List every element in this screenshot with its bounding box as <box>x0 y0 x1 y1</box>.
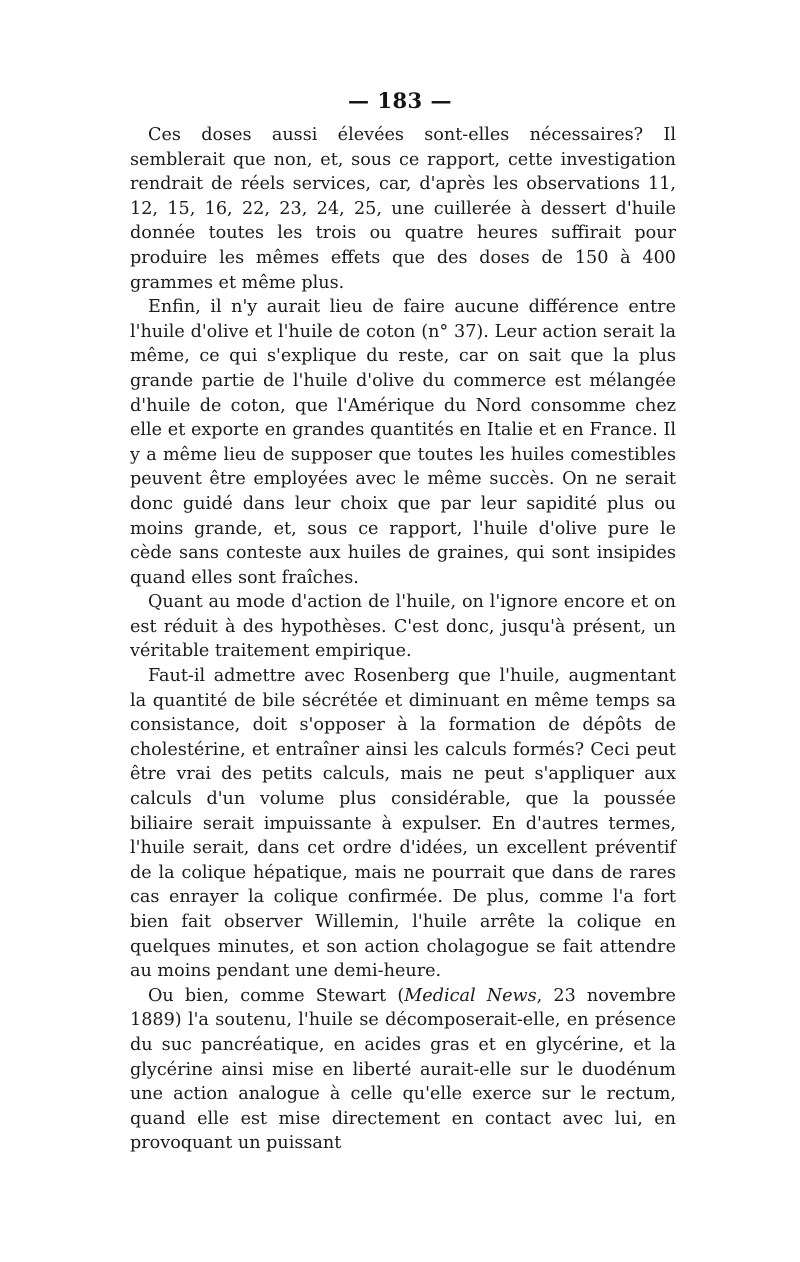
page-number: — 183 — <box>348 88 452 113</box>
paragraph-rosenberg: Faut-il admettre avec Rosenberg que l'huile, augmentant la quantité de bile sécrétée et diminuant en même temps sa consistance, doit s'opposer à la formation de dépôts de cholestérine, et entraîner ainsi les calculs formés? Ceci peut être vrai des petits calculs, mais ne peut s'appliquer aux calculs d'un volume plus considérable, que la poussée biliaire serait impuissante à expulser. En d'autres termes, l'huile serait, dans cet ordre d'idées, un excellent préventif de la colique hépatique, mais ne pourrait que dans de rares cas enrayer la colique confirmée. De plus, comme l'a fort bien fait observer Willemin, l'huile arrête la colique en quelques minutes, et son action cholagogue se fait attendre au moins pendant une demi-heure. <box>130 666 676 982</box>
journal-title: Medical News <box>404 985 537 1006</box>
paragraph-oils: Enfin, il n'y aurait lieu de faire aucune différence entre l'huile d'olive et l'huile de coton (n° 37). Leur action serait la même, ce qui s'explique du reste, car on sait que la plus grande partie de l'huile d'olive du commerce est mélangée d'huile de coton, que l'Amérique du Nord consomme chez elle et exporte en grandes quantités en Italie et en France. Il y a même lieu de supposer que toutes les huiles comestibles peuvent être employées avec le même succès. On ne serait donc guidé dans leur choix que par leur sapidité plus ou moins grande, et, sous ce rapport, l'huile d'olive pure le cède sans conteste aux huiles de graines, qui sont insipides quand elles sont fraîches. <box>130 297 676 588</box>
paragraph-stewart <box>130 984 676 1156</box>
stewart-text-after: , 23 novembre 1889) l'a soutenu, l'huile se décomposerait-elle, en présence du suc pancréatique, en acides gras et en glycérine, et la glycérine ainsi mise en liberté aurait-elle sur le duodénum une action analogue à celle qu'elle exerce sur le rectum, quand elle est mise directement en contact avec lui, en provoquant un puissant <box>130 985 676 1154</box>
stewart-text-before: Ou bien, comme Stewart ( <box>148 985 405 1006</box>
paragraph-mode-action: Quant au mode d'action de l'huile, on l'ignore encore et on est réduit à des hypothèses. C'est donc, jusqu'à présent, un véritable traitement empirique. <box>130 592 676 662</box>
body-text <box>130 123 676 1156</box>
paragraph-doses: Ces doses aussi élevées sont-elles nécessaires? Il semblerait que non, et, sous ce rapport, cette investigation rendrait de réels services, car, d'après les observations 11, 12, 15, 16, 22, 23, 24, 25, une cuillerée à dessert d'huile donnée toutes les trois ou quatre heures suffirait pour produire les mêmes effets que des doses de 150 à 400 grammes et même plus. <box>130 125 676 293</box>
